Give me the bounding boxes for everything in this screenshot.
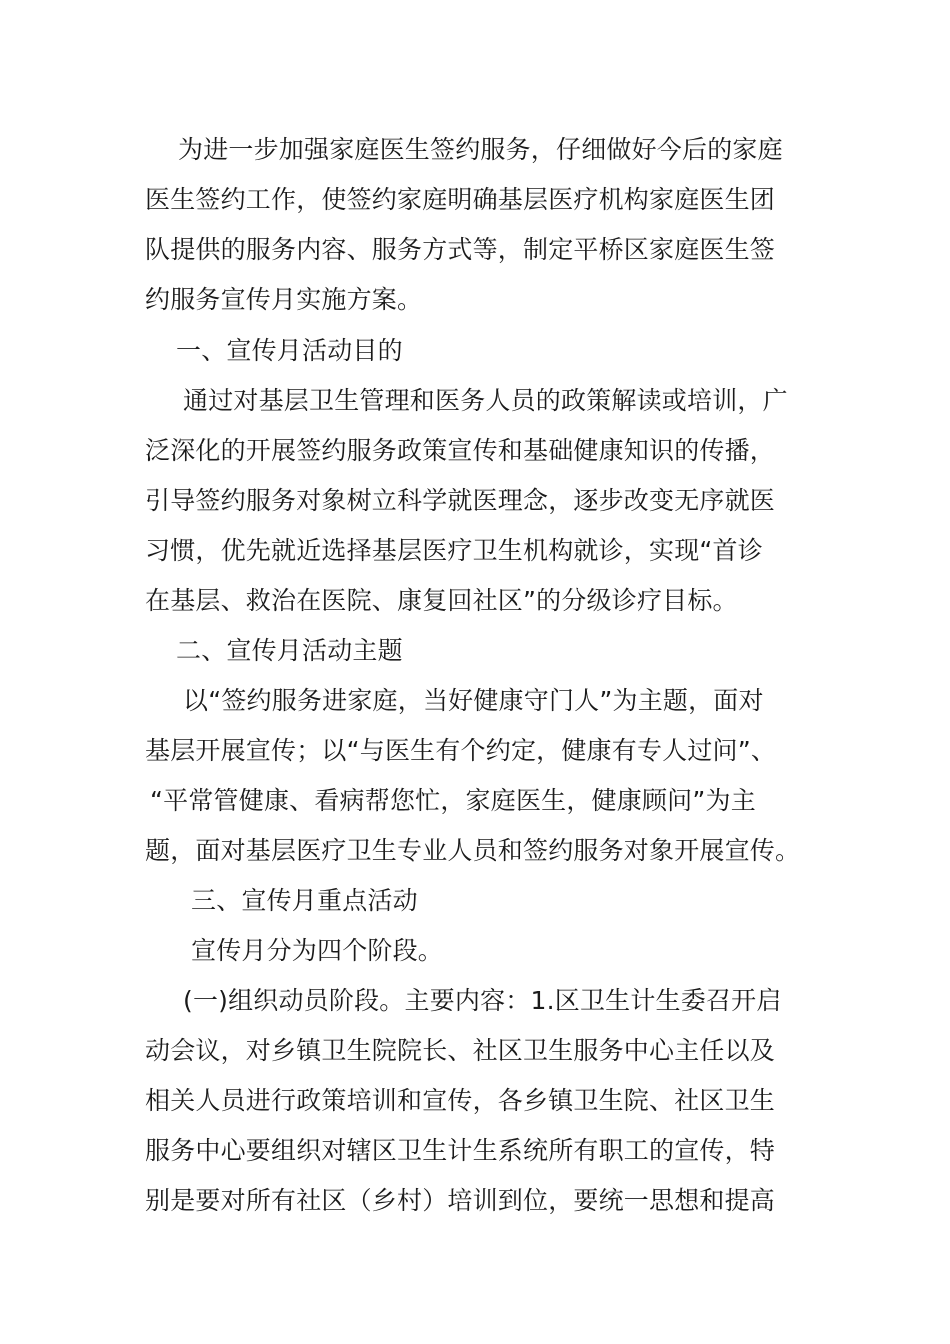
paragraph-intro-line-4: 约服务宣传月实施方案。 (145, 285, 423, 314)
paragraph-purpose-line-5: 在基层、救治在医院、康复回社区”的分级诊疗目标。 (145, 586, 738, 615)
paragraph-theme-line-2: 基层开展宣传；以“与医生有个约定，健康有专人过问”、 (145, 736, 777, 765)
paragraph-intro-line-1: 为进一步加强家庭医生签约服务，仔细做好今后的家庭 (178, 135, 783, 164)
section-heading-activities: 三、宣传月重点活动 (191, 886, 418, 915)
paragraph-stage1-line-3: 相关人员进行政策培训和宣传，各乡镇卫生院、社区卫生 (145, 1086, 776, 1115)
paragraph-stage1-line-2: 动会议，对乡镇卫生院院长、社区卫生服务中心主任以及 (145, 1036, 776, 1065)
paragraph-theme-line-4: 题，面对基层医疗卫生专业人员和签约服务对象开展宣传。 (145, 836, 801, 865)
paragraph-theme-line-1: 以“签约服务进家庭，当好健康守门人”为主题，面对 (183, 686, 764, 715)
paragraph-purpose-line-2: 泛深化的开展签约服务政策宣传和基础健康知识的传播， (145, 436, 776, 465)
section-heading-purpose: 一、宣传月活动目的 (176, 336, 403, 365)
paragraph-stage1-line-4: 服务中心要组织对辖区卫生计生系统所有职工的宣传，特 (145, 1136, 776, 1165)
paragraph-purpose-line-4: 习惯，优先就近选择基层医疗卫生机构就诊，实现“首诊 (145, 536, 763, 565)
paragraph-stage1-line-1: (一)组织动员阶段。主要内容：1.区卫生计生委召开启 (183, 986, 782, 1015)
paragraph-purpose-line-1: 通过对基层卫生管理和医务人员的政策解读或培训，广 (183, 386, 788, 415)
paragraph-theme-line-3: “平常管健康、看病帮您忙，家庭医生，健康顾问”为主 (150, 786, 756, 815)
paragraph-stage1-line-5: 别是要对所有社区（乡村）培训到位，要统一思想和提高 (145, 1186, 776, 1215)
paragraph-intro-line-2: 医生签约工作，使签约家庭明确基层医疗机构家庭医生团 (145, 185, 776, 214)
section-heading-theme: 二、宣传月活动主题 (176, 636, 403, 665)
paragraph-purpose-line-3: 引导签约服务对象树立科学就医理念，逐步改变无序就医 (145, 486, 776, 515)
paragraph-intro-line-3: 队提供的服务内容、服务方式等，制定平桥区家庭医生签 (145, 235, 776, 264)
paragraph-stages: 宣传月分为四个阶段。 (191, 936, 444, 965)
